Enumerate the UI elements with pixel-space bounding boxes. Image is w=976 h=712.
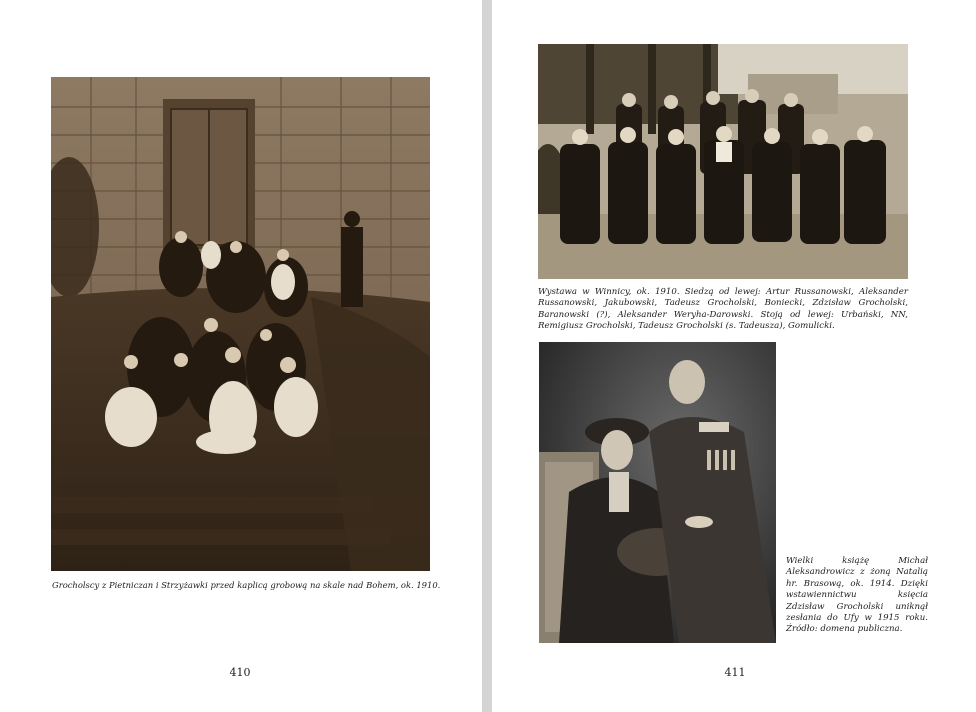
grand-duke-photo-caption: Wielki książę Michał Aleksandrowicz z żoną Natalią hr. Brasową, ok. 1914. Dzięki wstawiennictwu księcia Zdzisław Grocholski uniknął zesłania do Ufy w 1915 roku. Źródło: domena publiczna. <box>786 556 928 635</box>
family-photo-caption: Grocholscy z Pietniczan i Strzyżawki przed kaplicą grobową na skale nad Bohem, ok. 1910. <box>52 580 441 590</box>
left-page <box>0 0 482 712</box>
right-page <box>492 0 976 712</box>
exhibition-photo <box>538 44 908 279</box>
grand-duke-photo <box>539 342 776 643</box>
family-photo-image <box>51 77 430 571</box>
exhibition-photo-caption: Wystawa w Winnicy, ok. 1910. Siedzą od lewej: Artur Russanowski, Aleksander Russanowski, Jakubowski, Tadeusz Grocholski, Boniecki, Zdzisław Grocholski, Baranowski (?), Aleksander Weryha-Darowski. Stoją od lewej: Urbański, NN, Remigiusz Grocholski, Tadeusz Grocholski (s. Tadeusza), Gomulicki. <box>538 287 908 332</box>
book-gutter <box>482 0 492 712</box>
page-number-right: 411 <box>724 666 746 679</box>
family-photo <box>51 77 430 571</box>
page-number-left: 410 <box>229 666 251 679</box>
grand-duke-photo-image <box>539 342 776 643</box>
exhibition-photo-image <box>538 44 908 279</box>
